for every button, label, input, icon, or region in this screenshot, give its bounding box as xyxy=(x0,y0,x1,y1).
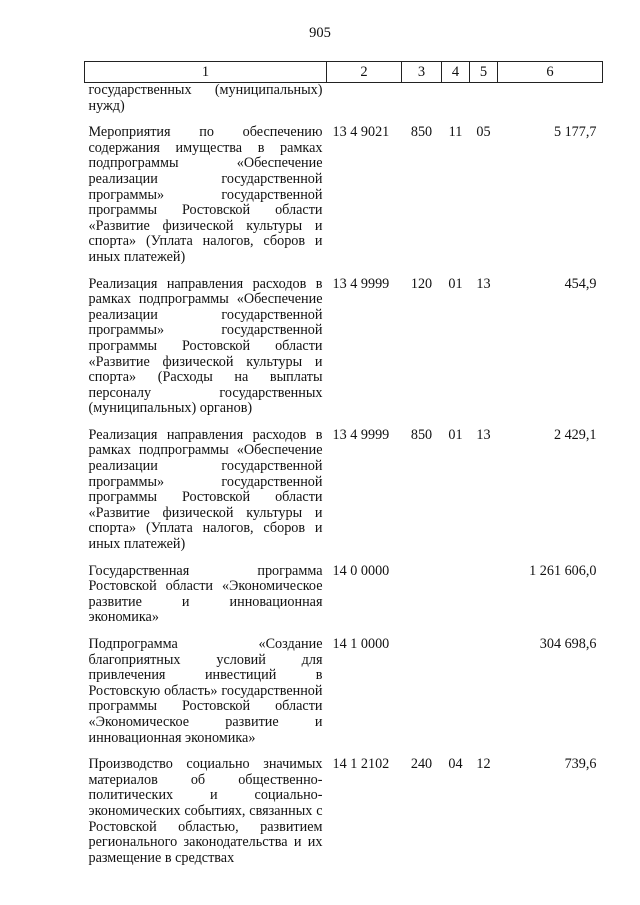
header-col-3: 3 xyxy=(402,62,442,83)
row-col5 xyxy=(470,637,498,757)
header-col-6: 6 xyxy=(498,62,603,83)
row-code: 14 1 2102 xyxy=(332,756,390,773)
row-col5: 13 xyxy=(476,426,491,443)
row-col4 xyxy=(442,637,470,757)
row-description: Реализация направления расходов в рамках подпрограммы «Обеспечение реализации государственной программы» государственной программы Ростовской области «Развитие физической культуры и спорта» (Уплата налогов, сборов и иных платежей) xyxy=(88,426,323,553)
table-row xyxy=(85,564,603,637)
row-col3: 850 xyxy=(410,426,433,443)
row-col4 xyxy=(442,564,470,637)
row-amount xyxy=(498,83,603,126)
row-col4: 01 xyxy=(448,426,463,443)
row-col4: 04 xyxy=(448,756,463,773)
row-code: 14 1 0000 xyxy=(332,636,390,652)
row-amount: 454,9 xyxy=(564,275,597,292)
row-code: 14 0 0000 xyxy=(332,562,390,579)
row-code: 13 4 9999 xyxy=(332,275,390,292)
row-description: Государственная программа Ростовской области «Экономическое развитие и инновационная экономика» xyxy=(88,562,323,626)
header-col-4: 4 xyxy=(442,62,470,83)
row-col3 xyxy=(402,637,442,757)
row-code: 13 4 9021 xyxy=(332,124,390,141)
table-row xyxy=(85,428,603,564)
row-description: Реализация направления расходов в рамках подпрограммы «Обеспечение реализации государственной программы» государственной программы Ростовской области «Развитие физической культуры и спорта» (Расходы на выплаты персоналу государственных (муниципальных) органов) xyxy=(88,275,323,417)
row-code: 13 4 9999 xyxy=(332,426,390,443)
row-col3: 120 xyxy=(410,275,433,292)
row-col3: 850 xyxy=(410,124,433,141)
row-amount: 1 261 606,0 xyxy=(529,562,597,579)
row-col5 xyxy=(470,83,498,126)
row-col4: 11 xyxy=(448,124,463,141)
row-code xyxy=(327,83,402,126)
table-row xyxy=(85,637,603,757)
row-description: Подпрограмма «Создание благоприятных условий для привлечения инвестиций в Ростовскую область» государственной программы Ростовской области «Экономическое развитие и инновационная экономика» xyxy=(88,636,323,746)
row-amount: 2 429,1 xyxy=(553,426,597,443)
row-col5: 12 xyxy=(476,756,491,773)
page-number: 905 xyxy=(309,25,331,41)
row-description: Мероприятия по обеспечению содержания имущества в рамках подпрограммы «Обеспечение реализации государственной программы» государственной программы Ростовской области «Развитие физической культуры и спорта» (Уплата налогов, сборов и иных платежей) xyxy=(88,124,323,265)
row-col4: 01 xyxy=(448,275,463,292)
row-col5 xyxy=(470,564,498,637)
row-amount: 5 177,7 xyxy=(553,124,597,141)
row-col3 xyxy=(402,83,442,126)
header-col-2: 2 xyxy=(327,62,402,83)
table-row xyxy=(85,277,603,428)
table-header-row xyxy=(85,62,603,83)
row-col4 xyxy=(442,83,470,126)
row-col3 xyxy=(402,564,442,637)
row-col3: 240 xyxy=(410,756,433,773)
row-amount: 739,6 xyxy=(564,756,597,773)
budget-table xyxy=(84,61,603,866)
row-col5: 13 xyxy=(476,275,491,292)
header-col-5: 5 xyxy=(470,62,498,83)
header-col-1: 1 xyxy=(85,62,327,83)
table-row xyxy=(85,757,603,866)
row-description: государственных (муниципальных) нужд) xyxy=(88,82,323,114)
row-amount: 304 698,6 xyxy=(539,636,597,652)
row-description: Производство социально значимых материалов об общественно-политических и социально-экономических событиях, связанных с Ростовской областью, развитием регионального законодательства и их размещение в средствах xyxy=(88,756,323,866)
table-row xyxy=(85,125,603,276)
budget-table-container xyxy=(84,61,602,866)
row-col5: 05 xyxy=(476,124,491,141)
table-row xyxy=(85,83,603,126)
